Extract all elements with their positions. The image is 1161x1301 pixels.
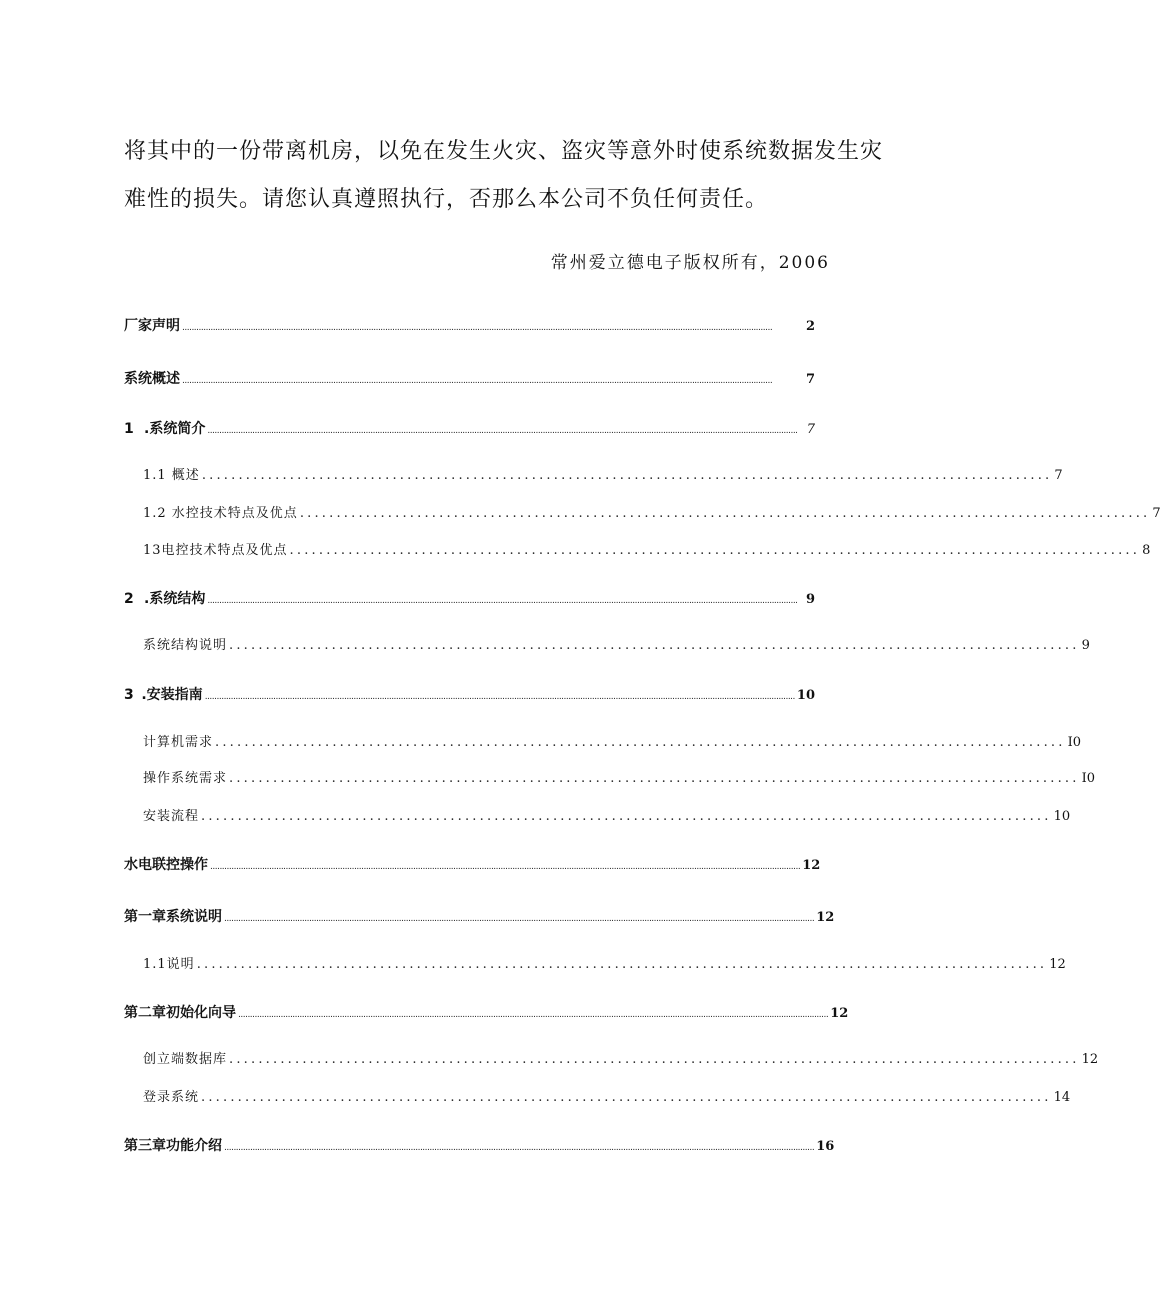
toc-entry[interactable]: [143, 502, 1161, 521]
toc-leader: ..........................................................................................................................................................................................................................................................: [204, 692, 795, 702]
toc-entry[interactable]: [124, 1135, 835, 1155]
toc-entry-label: 创立端数据库: [143, 1052, 228, 1067]
toc-page-number: I0: [1081, 771, 1095, 786]
toc-leader: ....................................................................................................................: [229, 1052, 1080, 1067]
toc-page-number: 14: [1053, 1090, 1071, 1105]
toc-page-number: 8: [1142, 543, 1151, 558]
toc-leader: ....................................................................................................................: [196, 957, 1048, 972]
toc-entry-number: 2: [124, 591, 134, 607]
toc-entry-label: 登录系统: [143, 1090, 200, 1105]
toc-entry-label: 计算机需求: [143, 735, 214, 750]
toc-entry[interactable]: [124, 588, 815, 608]
toc-leader: ....................................................................................................................: [201, 809, 1052, 824]
toc-entry-label: 第一章系统说明: [124, 909, 222, 925]
toc-page-number: 12: [1049, 957, 1066, 972]
toc-entry[interactable]: [124, 315, 815, 335]
toc-leader: ..........................................................................................................................................................................................................................................................: [224, 914, 815, 924]
toc-leader: ..........................................................................................................................................................................................................................................................: [182, 323, 773, 333]
toc-entry-label: 1.1说明: [143, 957, 195, 972]
toc-entry[interactable]: [143, 953, 1066, 972]
toc-entry-label: 厂家声明: [124, 318, 180, 334]
toc-entry[interactable]: [143, 731, 1081, 750]
toc-page-number: 9: [805, 592, 815, 607]
toc-page-number: 12: [816, 910, 835, 925]
toc-page-number: 7: [1152, 506, 1161, 521]
toc-entry[interactable]: [143, 1086, 1071, 1105]
toc-leader: ..........................................................................................................................................................................................................................................................: [210, 862, 801, 872]
toc-entry-label: 1.1 概述: [143, 468, 200, 483]
toc-entry-label: 安装流程: [143, 809, 200, 824]
toc-entry[interactable]: [143, 634, 1090, 653]
toc-entry[interactable]: [124, 418, 815, 438]
toc-entry-label: 第三章功能介绍: [124, 1138, 222, 1154]
toc-entry-label: .系统简介: [144, 421, 206, 437]
toc-leader: ....................................................................................................................: [201, 1090, 1052, 1105]
toc-page-number: 7: [806, 422, 815, 437]
toc-entry-label: 第二章初始化向导: [124, 1005, 236, 1021]
toc-entry-label: 系统结构说明: [143, 638, 228, 653]
body-text-line-2: 难性的损失。请您认真遵照执行，否那么本公司不负任何责任。: [124, 187, 769, 212]
toc-page-number: 12: [1081, 1052, 1099, 1067]
toc-entry[interactable]: [143, 464, 1063, 483]
toc-entry[interactable]: [124, 368, 815, 388]
toc-leader: ..........................................................................................................................................................................................................................................................: [207, 426, 798, 436]
toc-entry-label: .系统结构: [144, 591, 206, 607]
toc-entry-label: 1.2 水控技术特点及优点: [143, 506, 298, 521]
toc-leader: ..........................................................................................................................................................................................................................................................: [182, 376, 773, 386]
toc-entry-label: 系统概述: [124, 371, 180, 387]
body-text-line-1: 将其中的一份带离机房，以免在发生火灾、盗灾等意外时使系统数据发生灾: [124, 139, 884, 164]
toc-entry[interactable]: [143, 539, 1151, 558]
toc-entry-label: 13电控技术特点及优点: [143, 543, 288, 558]
toc-entry-number: 3: [124, 687, 134, 703]
toc-page-number: I0: [1067, 735, 1081, 750]
toc-entry[interactable]: [143, 767, 1095, 786]
toc-leader: ..........................................................................................................................................................................................................................................................: [207, 596, 798, 606]
toc-page-number: 2: [805, 319, 815, 334]
toc-leader: ....................................................................................................................: [289, 543, 1141, 558]
toc-leader: ....................................................................................................................: [229, 771, 1080, 786]
toc-entry[interactable]: [143, 1048, 1099, 1067]
toc-entry-label: 水电联控操作: [124, 857, 208, 873]
toc-page-number: 7: [805, 372, 815, 387]
toc-entry[interactable]: [124, 854, 821, 874]
toc-entry[interactable]: [124, 906, 835, 926]
toc-page-number: 7: [1054, 468, 1063, 483]
copyright-notice: 常州爱立德电子版权所有，2006: [550, 253, 830, 273]
toc-leader: ..........................................................................................................................................................................................................................................................: [224, 1143, 815, 1153]
toc-page-number: 9: [1081, 638, 1090, 653]
toc-leader: ....................................................................................................................: [229, 638, 1080, 653]
toc-entry[interactable]: [143, 805, 1071, 824]
toc-entry-label: .安装指南: [141, 687, 203, 703]
toc-leader: ....................................................................................................................: [299, 506, 1151, 521]
toc-page-number: 16: [816, 1139, 835, 1154]
toc-entry[interactable]: [124, 1002, 849, 1022]
toc-page-number: 12: [802, 858, 821, 873]
toc-page-number: 10: [1053, 809, 1071, 824]
toc-page-number: 12: [830, 1006, 849, 1021]
toc-leader: ....................................................................................................................: [215, 735, 1066, 750]
toc-entry-number: 1: [124, 421, 134, 437]
toc-leader: ....................................................................................................................: [201, 468, 1053, 483]
toc-page-number: 10: [796, 688, 815, 703]
toc-entry-label: 操作系统需求: [143, 771, 228, 786]
toc-entry[interactable]: [124, 684, 815, 704]
toc-leader: ..........................................................................................................................................................................................................................................................: [238, 1010, 829, 1020]
